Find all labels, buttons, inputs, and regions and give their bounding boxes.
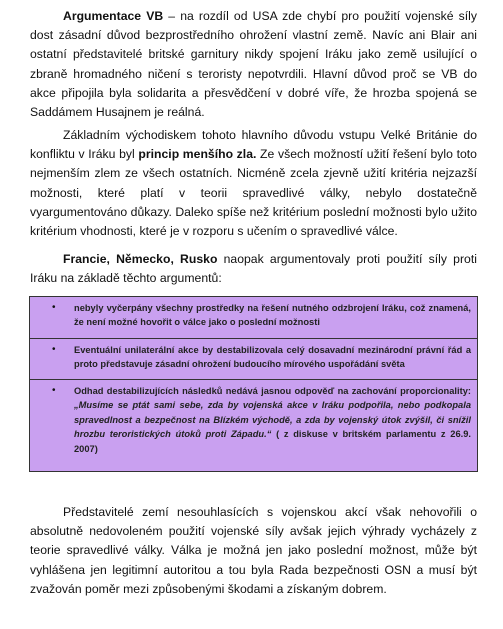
argument-row: [30, 297, 477, 338]
paragraph-text: – na rozdíl od USA zde chybí pro použití vojenské síly dost zásadní důvod bezprostředního ohrožení vlastní země. Navíc ani Blair ani ostatní představitelé britské garnitury nikdy spojení Iráku jako země usilující o zbraně hromadného ničení s teroristy nepotvrdili. Hlavní důvod proč se VB do akce připojila byla solidarita a přesvědčení v dobré víře, že hrozba spojená se Saddámem Husajnem je reálná.: [30, 9, 477, 120]
paragraph-text-after: Ze všech možností užití řešení bylo toto nejmenším zlem ze všech ostatních. Nicméně zcela zjevně užití kritéria nejzazší možnosti, které platí v teorii spravedlivé války, nebylo dostatečně vyargumentováno důkazy. Daleko spíše než kritérium poslední možnosti bylo užito kritérium vhodnosti, které je v rozporu s učením o spravedlivé válce.: [30, 147, 477, 239]
argument-source: ( z diskuse v britském parlamentu z 26.9. 2007): [74, 429, 471, 454]
argument-quote: „Musíme se ptát sami sebe, zda by vojenská akce v Iráku podpořila, nebo podkopala spravedlnost a bezpečnost na Blízkém východě, a zda by vojenský útok zvýšil, či snížil hrozbu teroristických útoků proti Západu.“: [74, 400, 471, 440]
argument-text: [74, 384, 471, 456]
paragraph-text: Představitelé zemí nesouhlasících s vojenskou akcí však nehovořili o absolutně nedovoleném použití vojenské síly avšak jejich výhrady vycházely z teorie spravedlivé války. Válka je možná jen jako poslední možnost, může být vyhlášena jen legitimní autoritou a tou byla Rada bezpečnosti OSN a musí být zvažován poměr mezi způsobenými škodami a získaným dobrem.: [30, 505, 477, 596]
argument-row: [30, 338, 477, 379]
paragraph-opponents-intro: [30, 250, 477, 288]
paragraph-conclusion: [30, 503, 477, 599]
bullet-icon: •: [52, 344, 56, 355]
paragraph-uk-argumentation: [30, 7, 477, 122]
bullet-icon: •: [52, 385, 56, 396]
paragraph-lead: Francie, Německo, Rusko: [63, 252, 218, 266]
argument-text: Eventuální unilaterální akce by destabilizovala celý dosavadní mezinárodní právní řád a proto představuje zásadní ohrožení budoucího mírového uspořádání světa: [74, 345, 471, 370]
paragraph-lesser-evil: [30, 126, 477, 241]
argument-text-main: Odhad destabilizujících následků nedává jasnou odpověď na zachování proporcionality:: [74, 386, 471, 396]
paragraph-emphasis: princip menšího zla.: [138, 147, 257, 162]
argument-row: [30, 379, 477, 472]
bullet-icon: •: [52, 302, 56, 313]
arguments-table: [29, 296, 478, 472]
paragraph-lead: Argumentace VB: [63, 9, 164, 23]
argument-text: nebyly vyčerpány všechny prostředky na řešení nutného odzbrojení Iráku, což znamená, že není možné hovořit o válce jako o poslední možnosti: [74, 303, 471, 328]
paragraph-text-before: Základním východiskem tohoto hlavního důvodu vstupu Velké Británie do konfliktu v Iráku byl: [30, 128, 477, 162]
paragraph-text: naopak argumentovaly proti použití síly proti Iráku na základě těchto argumentů:: [30, 252, 477, 286]
